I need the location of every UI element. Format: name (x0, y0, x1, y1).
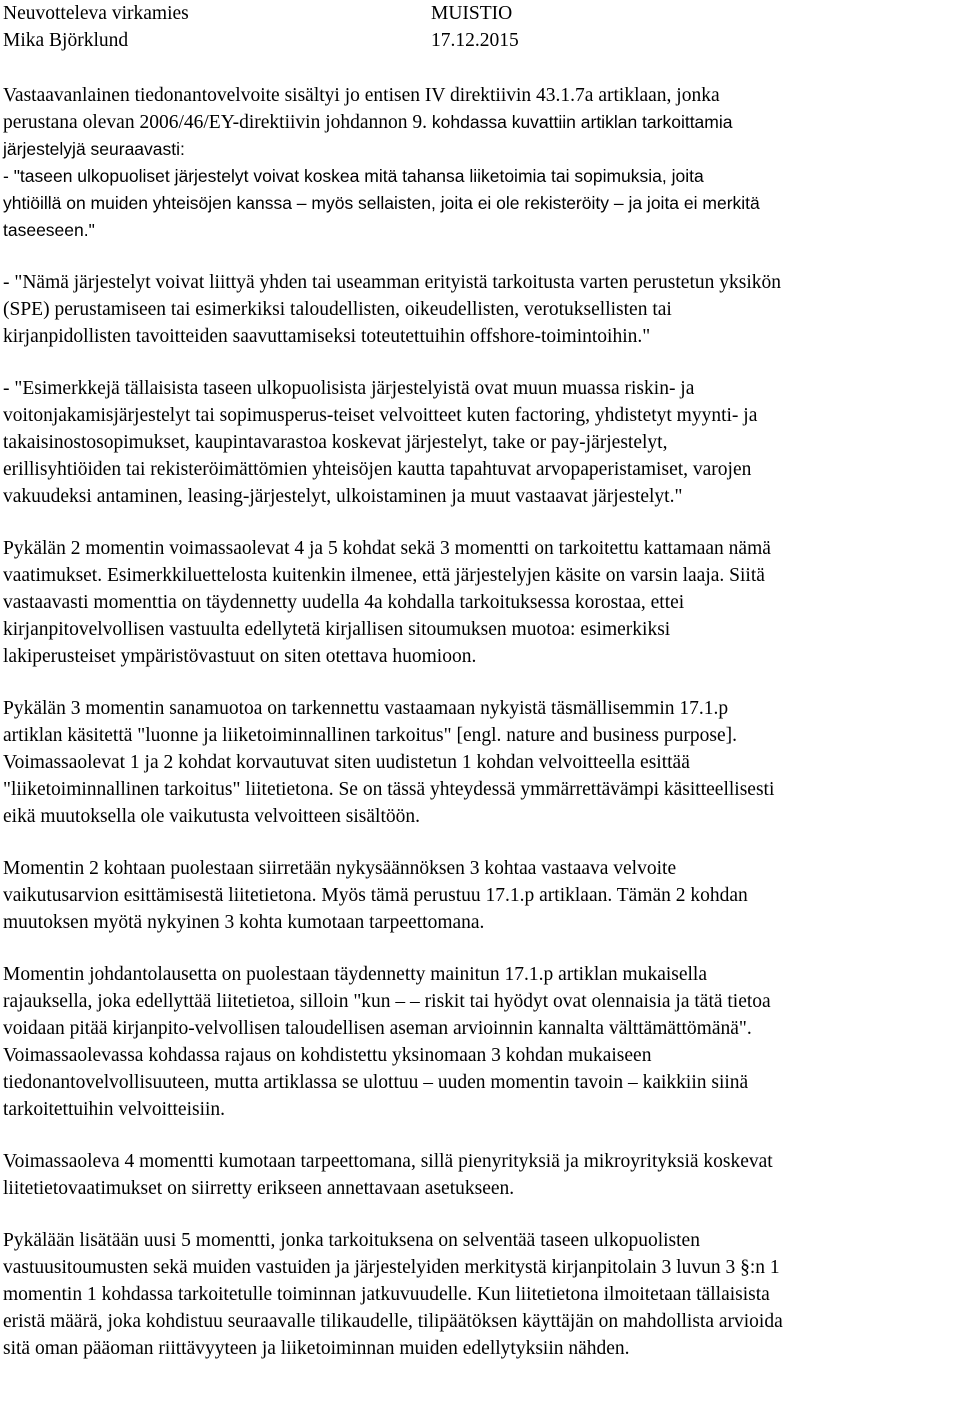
text-line: sitä oman pääoman riittävyyteen ja liiketoiminnan muiden edellytyksiin nähden. (3, 1338, 630, 1359)
text-line: eristä määrä, joka kohdistuu seuraavalle tilikaudelle, tilipäätöksen käyttäjän on mahdollista arvioida (3, 1311, 783, 1332)
text-line: artiklan käsitettä "luonne ja liiketoiminnallinen tarkoitus" [engl. nature and business purpose]. (3, 725, 737, 746)
text-line: kirjanpidollisten tavoitteiden saavuttamiseksi toteutettuihin offshore-toimintoihin." (3, 326, 651, 347)
text-run: perustana olevan 2006/46/EY-direktiivin johdannon 9. (3, 112, 428, 133)
text-line: voidaan pitää kirjanpito-velvollisen taloudellisen aseman arvioinnin kannalta välttämättömänä". (3, 1018, 752, 1039)
text-line: rajauksella, joka edellyttää liitetietoa, silloin "kun – – riskit tai hyödyt ovat olennaisia ja tätä tietoa (3, 991, 771, 1012)
paragraph-1-quote (3, 136, 955, 244)
text-line: kirjanpitovelvollisen vastuulta edellytetä kirjallisen sitoumuksen muotoa: esimerkiksi (3, 619, 671, 640)
text-line: Momentin johdantolausetta on puolestaan täydennetty mainitun 17.1.p artiklan mukaisella (3, 964, 708, 985)
text-line: lakiperusteiset ympäristövastuut on siten otettava huomioon. (3, 646, 477, 667)
paragraph-7 (3, 961, 955, 1123)
text-line: vaatimukset. Esimerkkiluettelosta kuitenkin ilmenee, että järjestelyjen käsite on varsin laaja. Siitä (3, 565, 765, 586)
text-line: vaikutusarvion esittämisestä liitetietona. Myös tämä perustuu 17.1.p artiklaan. Tämän 2 kohdan (3, 885, 748, 906)
text-line: Vastaavanlainen tiedonantovelvoite sisältyi jo entisen IV direktiivin 43.1.7a artiklaan, jonka (3, 85, 720, 106)
text-line: järjestelyjä seuraavasti: (3, 139, 185, 159)
paragraph-6 (3, 855, 955, 936)
text-line: Voimassaolevassa kohdassa rajaus on kohdistettu yksinomaan 3 kohdan mukaiseen (3, 1045, 652, 1066)
text-line: momentin 1 kohdassa tarkoitetulle toiminnan jatkuvuudelle. Kun liitetietona ilmoitetaan tällaisista (3, 1284, 770, 1305)
text-line: muutoksen myötä nykyinen 3 kohta kumotaan tarpeettomana. (3, 912, 485, 933)
text-line: eikä muutoksella ole vaikutusta velvoitteen sisältöön. (3, 806, 420, 827)
paragraph-3 (3, 375, 955, 510)
text-line: takaisinostosopimukset, kaupintavarastoa koskevat järjestelyt, take or pay-järjestelyt, (3, 432, 668, 453)
paragraph-2 (3, 269, 955, 350)
text-line: Voimassaoleva 4 momentti kumotaan tarpeettomana, sillä pienyrityksiä ja mikroyrityksiä koskevat (3, 1151, 773, 1172)
text-line: - "taseen ulkopuoliset järjestelyt voivat koskea mitä tahansa liiketoimia tai sopimuksia, joita (3, 166, 704, 186)
text-line (3, 109, 955, 136)
header-left (3, 0, 189, 54)
text-line: Pykälän 2 momentin voimassaolevat 4 ja 5 kohdat sekä 3 momentti on tarkoitettu kattamaan nämä (3, 538, 771, 559)
text-line: liitetietovaatimukset on siirretty erikseen annettavaan asetukseen. (3, 1178, 515, 1199)
text-line: voitonjakamisjärjestelyt tai sopimusperus-teiset velvoitteet kuten factoring, yhdistetyt myynti- ja (3, 405, 758, 426)
text-line: - "Esimerkkejä tällaisista taseen ulkopuolisista järjestelyistä ovat muun muassa riskin- ja (3, 378, 695, 399)
text-line: yhtiöillä on muiden yhteisöjen kanssa – myös sellaisten, joita ei ole rekisteröity – ja joita ei merkitä (3, 193, 760, 213)
paragraph-8 (3, 1148, 955, 1202)
text-line: vastuusitoumusten sekä muiden vastuiden ja järjestelyiden merkitystä kirjanpitolain 3 luvun 3 §:n 1 (3, 1257, 780, 1278)
text-line: Pykälään lisätään uusi 5 momentti, jonka tarkoituksena on selventää taseen ulkopuolisten (3, 1230, 700, 1251)
text-line: "liiketoiminnallinen tarkoitus" liitetietona. Se on tässä yhteydessä ymmärrettävämpi käsitteellisesti (3, 779, 775, 800)
text-run: kohdassa kuvattiin artiklan tarkoittamia (431, 112, 733, 132)
text-line: vakuudeksi antaminen, leasing-järjestelyt, ulkoistaminen ja muut vastaavat järjestelyt." (3, 486, 683, 507)
document-type: MUISTIO (431, 3, 513, 24)
text-line: vastaavasti momenttia on täydennetty uudella 4a kohdalla tarkoituksessa korostaa, ettei (3, 592, 685, 613)
text-line: erillisyhtiöiden tai rekisteröimättömien yhteisöjen kautta tapahtuvat arvopaperistamiset, varojen (3, 459, 752, 480)
document-date: 17.12.2015 (431, 30, 519, 51)
memo-header (3, 0, 955, 82)
text-line: tarkoitettuihin velvoitteisiin. (3, 1099, 226, 1120)
text-line: taseeseen." (3, 220, 95, 240)
paragraph-1 (3, 82, 955, 136)
paragraph-9 (3, 1227, 955, 1362)
text-line: Pykälän 3 momentin sanamuotoa on tarkennettu vastaamaan nykyistä täsmällisemmin 17.1.p (3, 698, 729, 719)
header-right (431, 0, 519, 54)
paragraph-5 (3, 695, 955, 830)
paragraph-4 (3, 535, 955, 670)
text-line: (SPE) perustamiseen tai esimerkiksi taloudellisten, oikeudellisten, verotuksellisten tai (3, 299, 672, 320)
text-line: - "Nämä järjestelyt voivat liittyä yhden tai useamman erityistä tarkoitusta varten perustetun yksikön (3, 272, 782, 293)
text-line: Voimassaolevat 1 ja 2 kohdat korvautuvat siten uudistetun 1 kohdan velvoitteella esittää (3, 752, 690, 773)
memo-page (3, 0, 955, 1387)
text-line: Momentin 2 kohtaan puolestaan siirretään nykysäännöksen 3 kohtaa vastaava velvoite (3, 858, 677, 879)
author-title: Neuvotteleva virkamies (3, 3, 189, 24)
author-name: Mika Björklund (3, 30, 129, 51)
text-line: tiedonantovelvollisuuteen, mutta artiklassa se ulottuu – uuden momentin tavoin – kaikkiin siinä (3, 1072, 749, 1093)
